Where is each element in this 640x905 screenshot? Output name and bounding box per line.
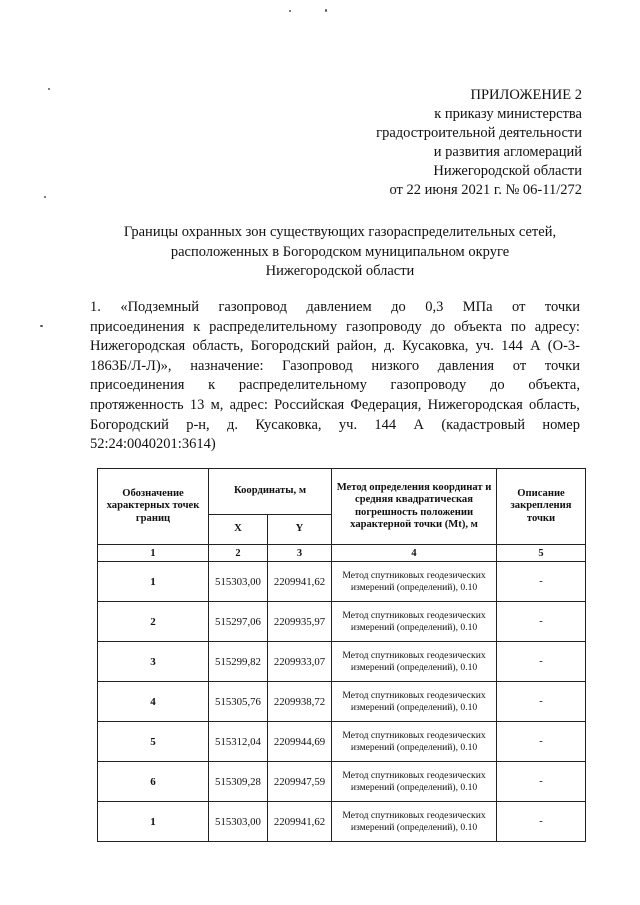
paragraph-word: назначение: (190, 357, 264, 374)
y-cell: 2209947,59 (268, 762, 332, 802)
table-row (98, 602, 586, 642)
column-number-row (98, 545, 586, 562)
column-number: 3 (268, 545, 332, 562)
scan-speck (40, 325, 43, 327)
point-cell: 3 (98, 642, 209, 682)
method-cell: Метод спутниковых геодезических измерений (определений), 0.10 (332, 722, 497, 762)
description-cell: - (497, 802, 586, 842)
paragraph-word: Федерация, (350, 396, 422, 413)
y-cell: 2209938,72 (268, 682, 332, 722)
paragraph-word: адресу: (534, 318, 580, 335)
table-row (98, 762, 586, 802)
paragraph-word: область, (528, 396, 580, 413)
paragraph-word: давлением (306, 299, 372, 315)
paragraph-word: А (530, 338, 541, 355)
paragraph-word: (кадастровый (441, 416, 526, 433)
object-description-paragraph (90, 298, 580, 455)
paragraph-word: низкого (371, 357, 420, 374)
appendix-header (262, 86, 582, 200)
paragraph-word: А (413, 416, 424, 433)
paragraph-word: к (208, 377, 216, 394)
paragraph-word: до (430, 318, 446, 335)
paragraph-number: 1. (90, 299, 101, 315)
paragraph-word: распределительному (209, 318, 338, 335)
paragraph-word: МПа (462, 299, 493, 315)
column-number: 5 (497, 545, 586, 562)
paragraph-word: по (510, 318, 526, 335)
appendix-line: к приказу министерства (434, 106, 582, 122)
description-cell: - (497, 682, 586, 722)
paragraph-word: точки (544, 299, 580, 315)
paragraph-line (90, 357, 580, 377)
header-designation: Обозначение характерных точек границ (98, 469, 209, 545)
paragraph-word: номер (542, 416, 580, 433)
paragraph-word: протяженность (90, 396, 184, 413)
paragraph-word: до (391, 299, 406, 315)
paragraph-line (90, 396, 580, 416)
document-title (60, 223, 620, 282)
coordinates-table (97, 468, 586, 842)
x-cell: 515297,06 (209, 602, 268, 642)
description-cell: - (497, 722, 586, 762)
paragraph-word: (О-3- (547, 338, 580, 355)
paragraph-word: «Подземный (120, 299, 200, 315)
table-row (98, 642, 586, 682)
appendix-title: ПРИЛОЖЕНИЕ 2 (470, 87, 582, 103)
appendix-line: градостроительной деятельности (376, 125, 582, 141)
y-cell: 2209941,62 (268, 562, 332, 602)
x-cell: 515299,82 (209, 642, 268, 682)
method-cell: Метод спутниковых геодезических измерений (определений), 0.10 (332, 682, 497, 722)
paragraph-word: Кусаковка, (255, 416, 322, 433)
y-cell: 2209944,69 (268, 722, 332, 762)
document-title-line: расположенных в Богородском муниципальном округе (170, 243, 510, 260)
paragraph-word: давления (437, 357, 495, 374)
appendix-line: от 22 июня 2021 г. № 06-11/272 (389, 182, 582, 198)
point-cell: 1 (98, 562, 209, 602)
description-cell: - (497, 562, 586, 602)
paragraph-word: газопроводу (345, 318, 422, 335)
paragraph-word: присоединения (90, 318, 185, 335)
paragraph-line (90, 298, 580, 318)
method-cell: Метод спутниковых геодезических измерений (определений), 0.10 (332, 562, 497, 602)
paragraph-word: 144 (501, 338, 523, 355)
y-cell: 2209941,62 (268, 802, 332, 842)
method-cell: Метод спутниковых геодезических измерений (определений), 0.10 (332, 762, 497, 802)
description-cell: - (497, 762, 586, 802)
paragraph-word: Кусаковка, (402, 338, 469, 355)
document-title-line: Нижегородской области (265, 263, 415, 279)
header-method: Метод определения координат и средняя квадратическая погрешность положении характерной точки (Mt), м (332, 469, 497, 545)
paragraph-word: распределительному (238, 377, 367, 394)
column-number: 1 (98, 545, 209, 562)
scan-speck (325, 9, 327, 12)
header-x: X (209, 515, 268, 545)
paragraph-line (90, 435, 580, 455)
point-cell: 4 (98, 682, 209, 722)
document-title-line: Границы охранных зон существующих газораспределительных сетей, (123, 224, 557, 240)
paragraph-word: от (512, 357, 527, 374)
point-cell: 1 (98, 802, 209, 842)
paragraph-word: газопроводу (390, 377, 467, 394)
paragraph-line (90, 318, 580, 338)
paragraph-word: д. (384, 338, 396, 355)
paragraph-word: 144 (374, 416, 397, 433)
paragraph-word: Богородский (250, 338, 330, 355)
paragraph-word: Нижегородская (427, 396, 523, 413)
table-row (98, 802, 586, 842)
paragraph-word: объекта, (528, 377, 580, 394)
paragraph-word: Газопровод (282, 357, 353, 374)
description-cell: - (497, 642, 586, 682)
method-cell: Метод спутниковых геодезических измерений (определений), 0.10 (332, 642, 497, 682)
method-cell: Метод спутниковых геодезических измерений (определений), 0.10 (332, 602, 497, 642)
paragraph-word: м, (210, 396, 224, 413)
paragraph-word: Нижегородская (90, 338, 186, 355)
paragraph-word: Богородский (90, 416, 169, 433)
paragraph-word: уч. (338, 416, 358, 433)
scan-speck (289, 10, 291, 12)
paragraph-word: 52:24:0040201:3614) (90, 436, 216, 453)
paragraph-word: до (489, 377, 505, 394)
table-row (98, 722, 586, 762)
paragraph-line (90, 416, 580, 436)
header-coordinates: Координаты, м (209, 469, 332, 515)
x-cell: 515312,04 (209, 722, 268, 762)
appendix-line: и развития агломераций (433, 144, 582, 160)
paragraph-word: точки (544, 357, 580, 374)
x-cell: 515309,28 (209, 762, 268, 802)
paragraph-word: газопровод (218, 299, 287, 315)
point-cell: 5 (98, 722, 209, 762)
header-description: Описание закрепления точки (497, 469, 586, 545)
header-y: Y (268, 515, 332, 545)
scan-speck (48, 88, 50, 90)
column-number: 4 (332, 545, 497, 562)
paragraph-word: Российская (274, 396, 345, 413)
x-cell: 515303,00 (209, 802, 268, 842)
table-row (98, 682, 586, 722)
paragraph-word: присоединения (90, 377, 185, 394)
paragraph-word: область, (192, 338, 244, 355)
method-cell: Метод спутниковых геодезических измерений (определений), 0.10 (332, 802, 497, 842)
appendix-line: Нижегородской области (433, 163, 582, 179)
paragraph-word: район, (336, 338, 377, 355)
paragraph-word: к (193, 318, 201, 335)
column-number: 2 (209, 545, 268, 562)
description-cell: - (497, 602, 586, 642)
paragraph-word: 0,3 (425, 299, 444, 315)
paragraph-word: д. (227, 416, 239, 433)
paragraph-line (90, 337, 580, 357)
paragraph-line (90, 376, 580, 396)
paragraph-word: 13 (189, 396, 205, 413)
point-cell: 2 (98, 602, 209, 642)
point-cell: 6 (98, 762, 209, 802)
paragraph-word: от (512, 299, 526, 315)
paragraph-word: объекта (454, 318, 503, 335)
scan-speck (44, 196, 46, 198)
paragraph-word: уч. (475, 338, 494, 355)
x-cell: 515305,76 (209, 682, 268, 722)
paragraph-word: 1863Б/Л-Л)», (90, 357, 172, 374)
paragraph-word: р-н, (186, 416, 210, 433)
y-cell: 2209935,97 (268, 602, 332, 642)
paragraph-word: адрес: (229, 396, 268, 413)
x-cell: 515303,00 (209, 562, 268, 602)
y-cell: 2209933,07 (268, 642, 332, 682)
table-row (98, 562, 586, 602)
